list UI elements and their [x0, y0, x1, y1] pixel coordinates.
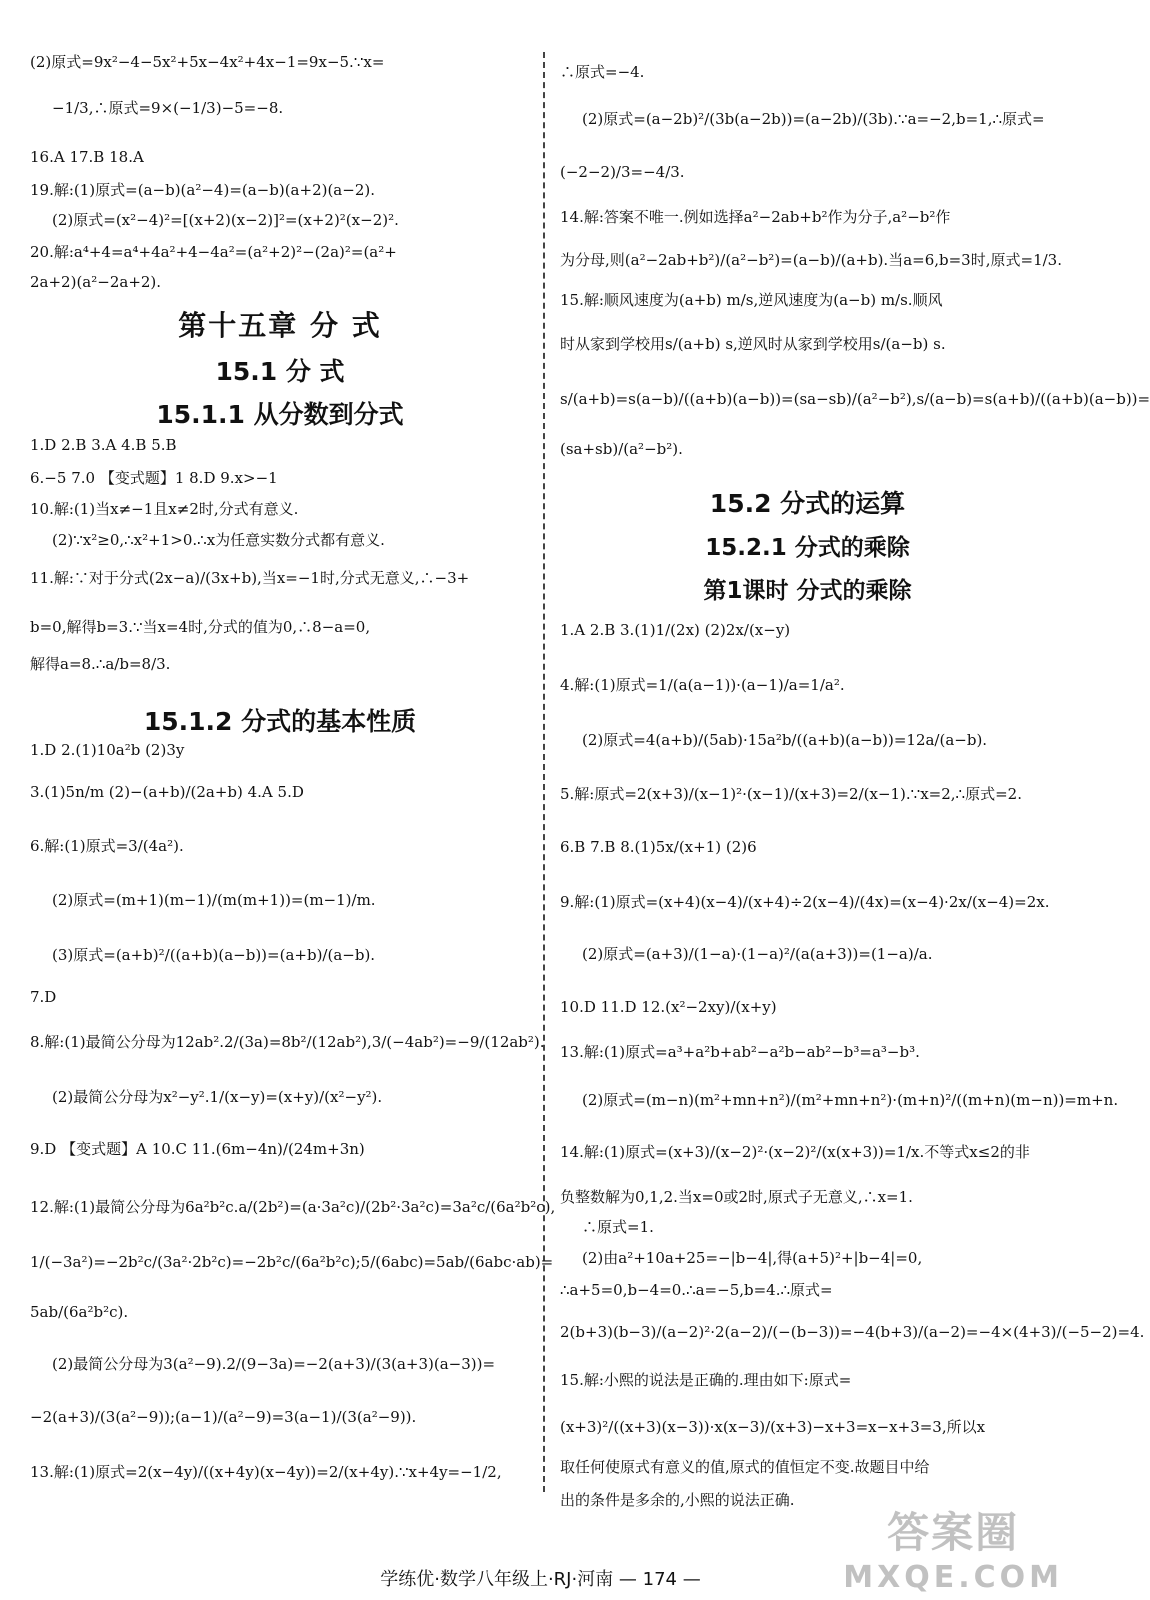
text-line: 13.解:(1)原式=2(x−4y)/((x+4y)(x−4y))=2/(x+4y).∵x+4y=−1/2,: [30, 1463, 502, 1481]
watermark-url: MXQE.COM: [843, 1560, 1063, 1595]
text-line: 5ab/(6a²b²c).: [30, 1303, 129, 1321]
text-line: −2(a+3)/(3(a²−9));(a−1)/(a²−9)=3(a−1)/(3(a²−9)).: [30, 1408, 417, 1426]
text-line: (2)原式=(m−n)(m²+mn+n²)/(m²+mn+n²)·(m+n)²/((m+n)(m−n))=m+n.: [582, 1091, 1119, 1109]
text-line: (−2−2)/3=−4/3.: [560, 163, 685, 181]
text-line: (2)原式=(a−2b)²/(3b(a−2b))=(a−2b)/(3b).∵a=−2,b=1,∴原式=: [582, 110, 1045, 128]
subsection-title: 15.1.1 从分数到分式: [156, 400, 404, 429]
text-line: 2(b+3)(b−3)/(a−2)²·2(a−2)/(−(b−3))=−4(b+3)/(a−2)=−4×(4+3)/(−5−2)=4.: [560, 1323, 1145, 1341]
page-footer: 学练优·数学八年级上·RJ·河南 — 174 —: [380, 1569, 701, 1590]
text-line: (2)由a²+10a+25=−|b−4|,得(a+5)²+|b−4|=0,: [582, 1249, 923, 1267]
section-title: 15.1 分 式: [215, 357, 345, 386]
answer-line: 1.D 2.B 3.A 4.B 5.B: [30, 436, 177, 454]
answer-line: 6.B 7.B 8.(1)5x/(x+1) (2)6: [560, 838, 757, 856]
answer-line: 3.(1)5n/m (2)−(a+b)/(2a+b) 4.A 5.D: [30, 783, 304, 801]
text-line: 解得a=8.∴a/b=8/3.: [30, 655, 171, 673]
text-line: 14.解:答案不唯一.例如选择a²−2ab+b²作为分子,a²−b²作: [560, 208, 951, 226]
text-line: 负整数解为0,1,2.当x=0或2时,原式子无意义,∴x=1.: [560, 1188, 913, 1206]
text-line: b=0,解得b=3.∵当x=4时,分式的值为0,∴8−a=0,: [30, 618, 371, 636]
text-line: 4.解:(1)原式=1/(a(a−1))·(a−1)/a=1/a².: [560, 676, 845, 694]
text-line: 为分母,则(a²−2ab+b²)/(a²−b²)=(a−b)/(a+b).当a=6,b=3时,原式=1/3.: [560, 251, 1062, 269]
text-line: s/(a+b)=s(a−b)/((a+b)(a−b))=(sa−sb)/(a²−b²),s/(a−b)=s(a+b)/((a+b)(a−b))=: [560, 390, 1150, 408]
text-line: 1/(−3a²)=−2b²c/(3a²·2b²c)=−2b²c/(6a²b²c);5/(6abc)=5ab/(6abc·ab)=: [30, 1253, 554, 1271]
text-line: ∴原式=−4.: [560, 63, 645, 81]
column-divider: [543, 52, 545, 1492]
text-line: ∴a+5=0,b−4=0.∴a=−5,b=4.∴原式=: [560, 1281, 833, 1299]
watermark-logo: [843, 1500, 1063, 1595]
chapter-title: 第十五章 分 式: [178, 309, 382, 342]
text-line: 时从家到学校用s/(a+b) s,逆风时从家到学校用s/(a−b) s.: [560, 335, 946, 353]
text-line: (2)原式=(m+1)(m−1)/(m(m+1))=(m−1)/m.: [52, 891, 376, 909]
text-line: (2)最简公分母为x²−y².1/(x−y)=(x+y)/(x²−y²).: [52, 1088, 383, 1106]
watermark-text: 答案圈: [887, 1508, 1020, 1557]
text-line: (2)最简公分母为3(a²−9).2/(9−3a)=−2(a+3)/(3(a+3)(a−3))=: [52, 1355, 496, 1373]
answer-line: 9.D 【变式题】A 10.C 11.(6m−4n)/(24m+3n): [30, 1140, 365, 1158]
text-line: 15.解:小熙的说法是正确的.理由如下:原式=: [560, 1371, 852, 1389]
text-line: 6.解:(1)原式=3/(4a²).: [30, 837, 184, 855]
text-line: 2a+2)(a²−2a+2).: [30, 273, 162, 291]
text-line: 20.解:a⁴+4=a⁴+4a²+4−4a²=(a²+2)²−(2a)²=(a²+: [30, 243, 397, 261]
text-line: (2)∵x²≥0,∴x²+1>0.∴x为任意实数分式都有意义.: [52, 531, 385, 549]
answer-line: 7.D: [30, 988, 57, 1006]
text-line: 8.解:(1)最简公分母为12ab².2/(3a)=8b²/(12ab²),3/(−4ab²)=−9/(12ab²).: [30, 1033, 545, 1051]
answer-line: 6.−5 7.0 【变式题】1 8.D 9.x>−1: [30, 469, 278, 487]
text-line: (sa+sb)/(a²−b²).: [560, 440, 683, 458]
text-line: (2)原式=9x²−4−5x²+5x−4x²+4x−1=9x−5.∵x=: [30, 53, 385, 71]
text-line: (2)原式=(x²−4)²=[(x+2)(x−2)]²=(x+2)²(x−2)².: [52, 211, 399, 229]
text-line: (x+3)²/((x+3)(x−3))·x(x−3)/(x+3)−x+3=x−x+3=3,所以x: [560, 1418, 986, 1436]
subsection-title: 15.2.1 分式的乘除: [705, 535, 910, 561]
text-line: ∴原式=1.: [582, 1218, 654, 1236]
answer-line: 16.A 17.B 18.A: [30, 148, 144, 166]
text-line: (2)原式=4(a+b)/(5ab)·15a²b/((a+b)(a−b))=12a/(a−b).: [582, 731, 988, 749]
text-line: 12.解:(1)最简公分母为6a²b²c.a/(2b²)=(a·3a²c)/(2b²·3a²c)=3a²c/(6a²b²c),: [30, 1198, 556, 1216]
text-line: (3)原式=(a+b)²/((a+b)(a−b))=(a+b)/(a−b).: [52, 946, 376, 964]
subsection-title: 15.1.2 分式的基本性质: [143, 707, 417, 736]
text-line: 10.解:(1)当x≠−1且x≠2时,分式有意义.: [30, 500, 299, 518]
text-line: 14.解:(1)原式=(x+3)/(x−2)²·(x−2)²/(x(x+3))=1/x.不等式x≤2的非: [560, 1143, 1030, 1161]
text-line: 9.解:(1)原式=(x+4)(x−4)/(x+4)÷2(x−4)/(4x)=(x−4)·2x/(x−4)=2x.: [560, 893, 1050, 911]
text-line: 19.解:(1)原式=(a−b)(a²−4)=(a−b)(a+2)(a−2).: [30, 181, 375, 199]
text-line: 15.解:顺风速度为(a+b) m/s,逆风速度为(a−b) m/s.顺风: [560, 291, 943, 309]
text-line: 取任何使原式有意义的值,原式的值恒定不变.故题目中给: [560, 1458, 930, 1476]
text-line: (2)原式=(a+3)/(1−a)·(1−a)²/(a(a+3))=(1−a)/a.: [582, 945, 933, 963]
text-line: 13.解:(1)原式=a³+a²b+ab²−a²b−ab²−b³=a³−b³.: [560, 1043, 920, 1061]
text-line: 5.解:原式=2(x+3)/(x−1)²·(x−1)/(x+3)=2/(x−1).∵x=2,∴原式=2.: [560, 785, 1022, 803]
text-line: 出的条件是多余的,小熙的说法正确.: [560, 1491, 795, 1509]
answer-line: 10.D 11.D 12.(x²−2xy)/(x+y): [560, 998, 777, 1016]
answer-line: 1.A 2.B 3.(1)1/(2x) (2)2x/(x−y): [560, 621, 791, 639]
text-line: −1/3,∴原式=9×(−1/3)−5=−8.: [52, 99, 284, 117]
lesson-title: 第1课时 分式的乘除: [703, 578, 912, 604]
answer-line: 1.D 2.(1)10a²b (2)3y: [30, 741, 185, 759]
section-title: 15.2 分式的运算: [709, 489, 906, 518]
text-line: 11.解:∵对于分式(2x−a)/(3x+b),当x=−1时,分式无意义,∴−3+: [30, 569, 470, 587]
